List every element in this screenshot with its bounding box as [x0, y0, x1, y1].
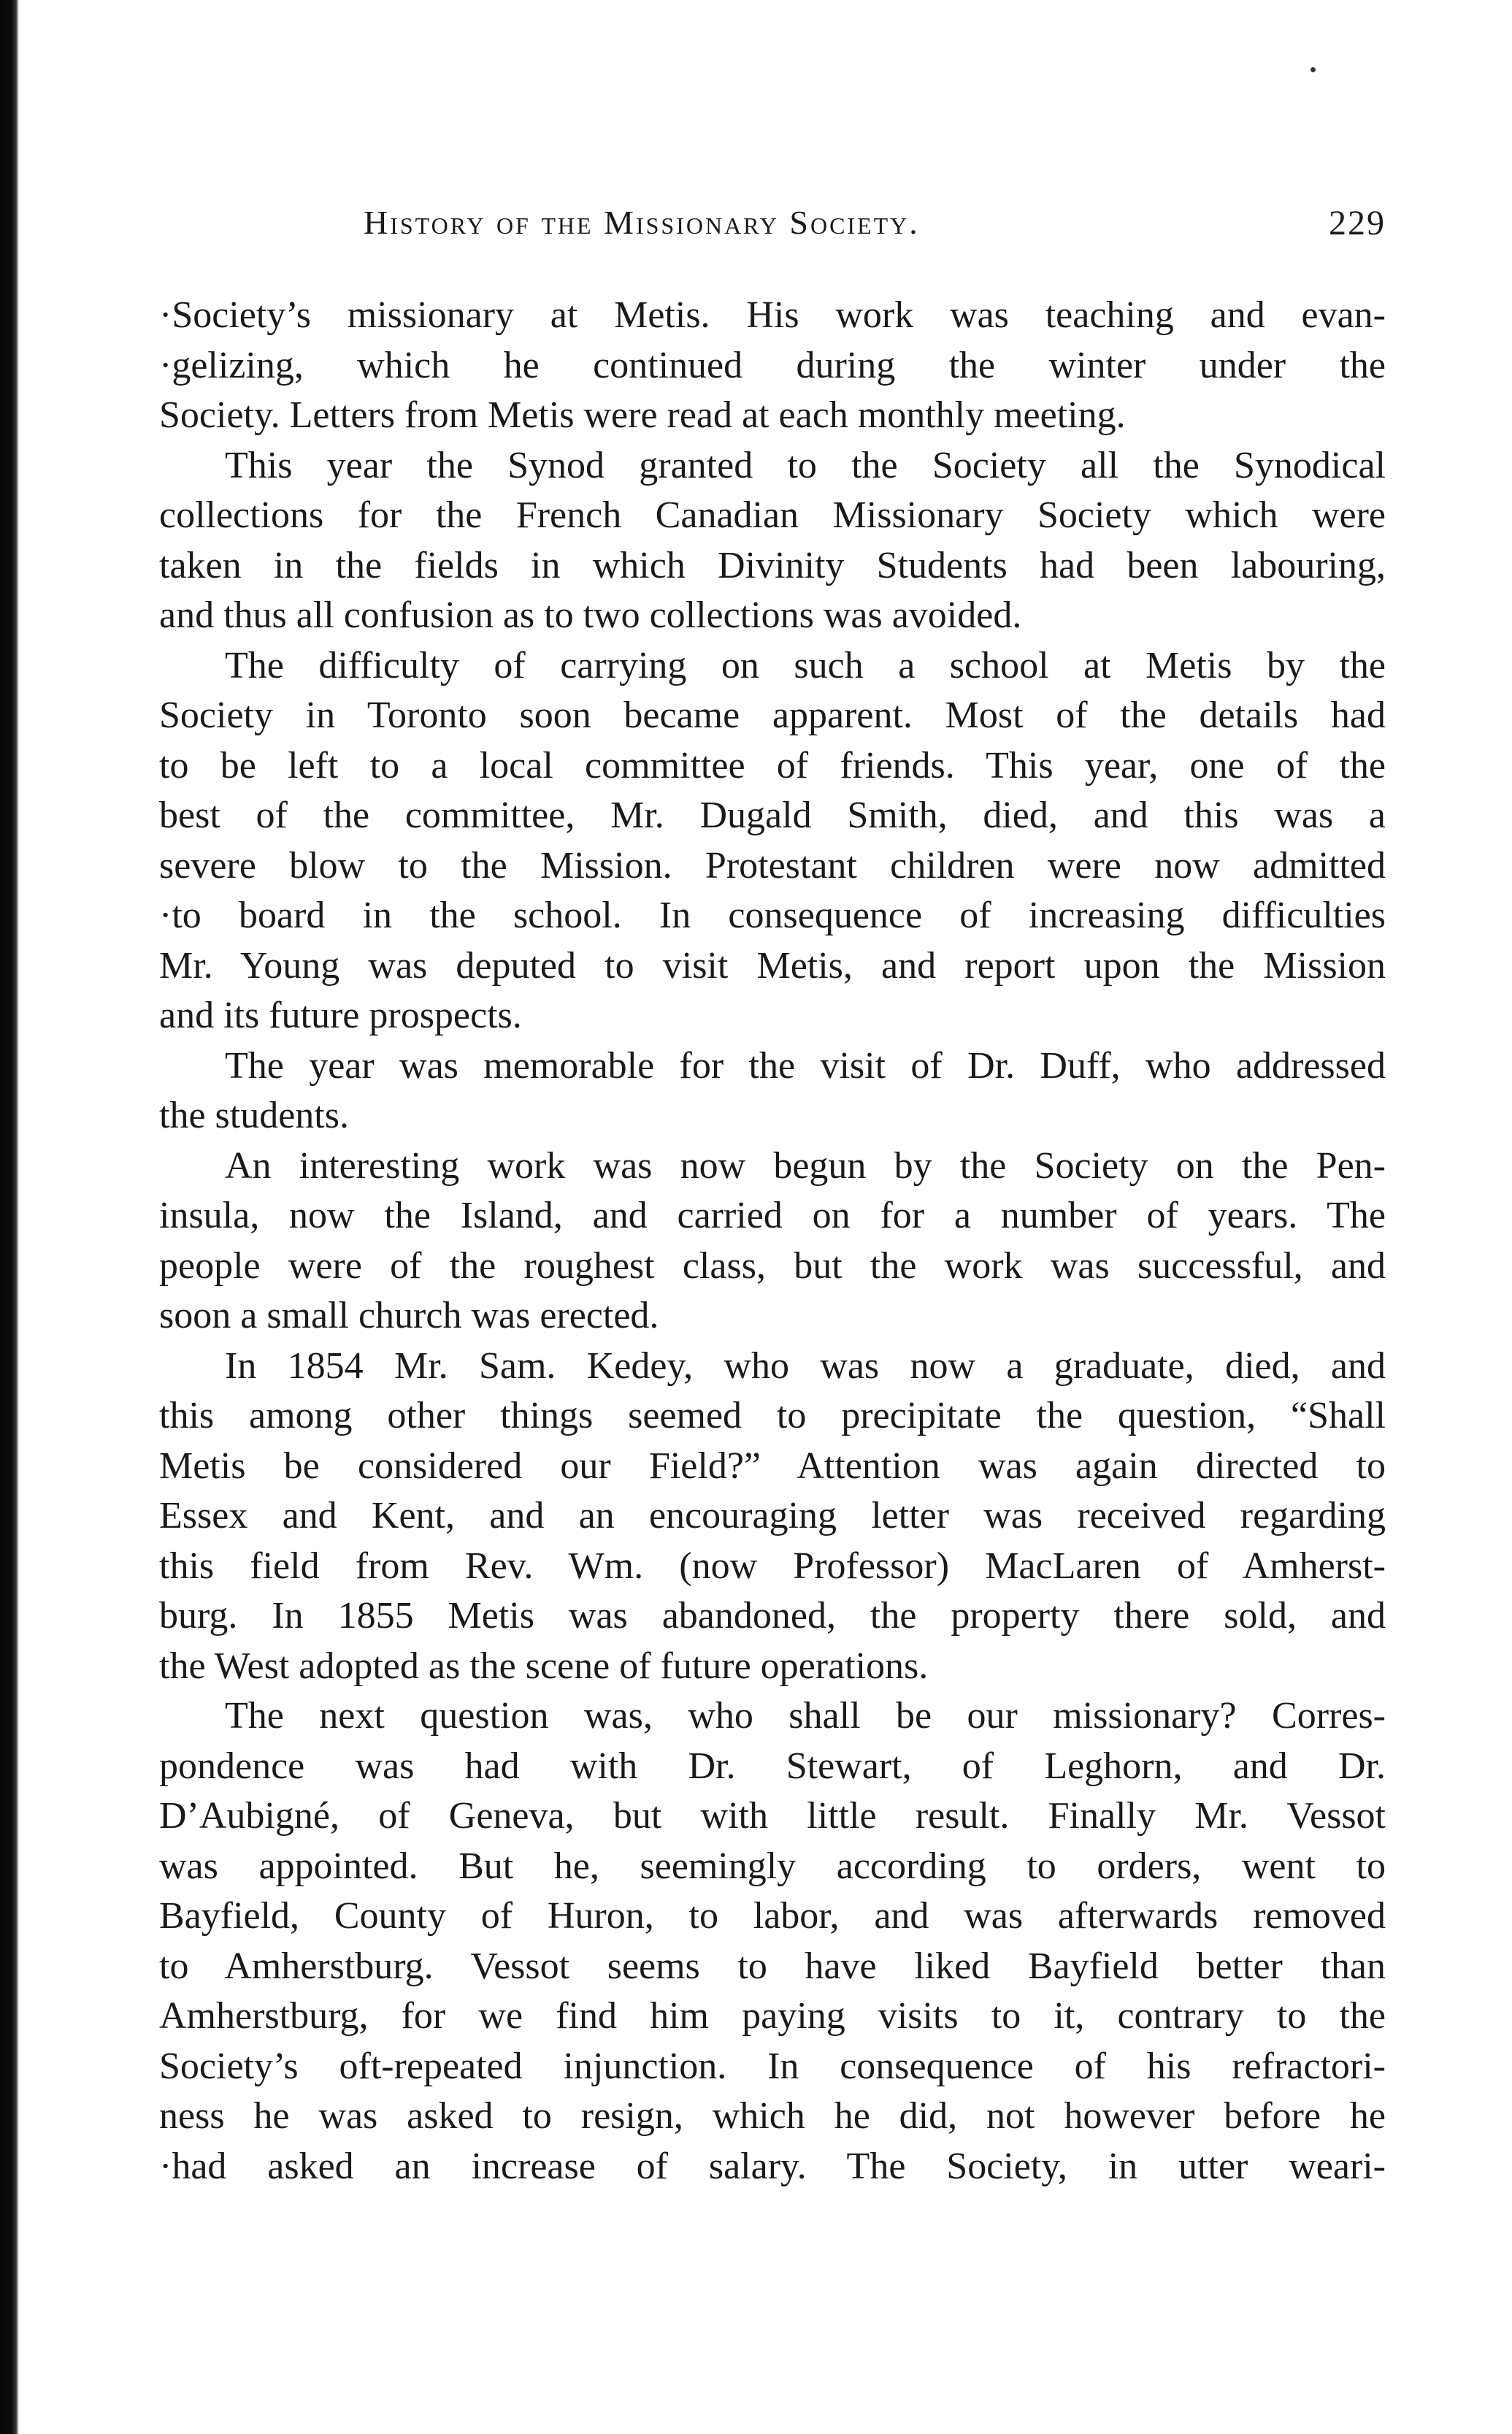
text-line: An interesting work was now begun by the Society on the Pen- [225, 1144, 1386, 1187]
text-line: to Amherstburg. Vessot seems to have liked Bayfield better than [159, 1945, 1386, 1987]
text-line: the students. [159, 1095, 349, 1136]
text-line: was appointed. But he, seemingly according to orders, went to [159, 1845, 1386, 1887]
text-line: ·gelizing, which he continued during the winter under the [159, 344, 1386, 386]
body-text [159, 291, 1386, 2192]
text-line: ·to board in the school. In consequence of increasing difficulties [159, 895, 1386, 936]
running-head [159, 203, 1386, 254]
text-line: burg. In 1855 Metis was abandoned, the property there sold, and [159, 1595, 1386, 1637]
binding-edge [0, 0, 19, 2434]
text-line: taken in the fields in which Divinity Students had been labouring, [159, 544, 1386, 586]
text-line: the West adopted as the scene of future operations. [159, 1645, 929, 1687]
text-line: Society. Letters from Metis were read at each monthly meeting. [159, 394, 1126, 436]
text-line: ·had asked an increase of salary. The Society, in utter weari- [159, 2145, 1386, 2187]
text-line: this field from Rev. Wm. (now Professor) MacLaren of Amherst- [159, 1545, 1386, 1587]
text-line: best of the committee, Mr. Dugald Smith, died, and this was a [159, 795, 1386, 836]
running-title: History of the Missionary Society. [364, 204, 920, 241]
text-line: Essex and Kent, and an encouraging letter was received regarding [159, 1495, 1386, 1536]
text-line: collections for the French Canadian Missionary Society which were [159, 494, 1386, 536]
text-line: Mr. Young was deputed to visit Metis, and report upon the Mission [159, 944, 1386, 987]
text-line: and thus all confusion as to two collections was avoided. [159, 594, 1022, 636]
text-line: Bayfield, County of Huron, to labor, and was afterwards removed [159, 1895, 1386, 1937]
text-line: insula, now the Island, and carried on for a number of years. The [159, 1195, 1386, 1236]
text-line: Society in Toronto soon became apparent. Most of the details had [159, 694, 1386, 736]
text-line: Metis be considered our Field?” Attention was again directed to [159, 1444, 1386, 1487]
text-line: to be left to a local committee of friends. This year, one of the [159, 744, 1386, 787]
text-line: The year was memorable for the visit of Dr. Duff, who addressed [225, 1044, 1386, 1087]
text-line: Amherstburg, for we find him paying visits to it, contrary to the [159, 1995, 1386, 2037]
text-line: D’Aubigné, of Geneva, but with little result. Finally Mr. Vessot [159, 1795, 1386, 1837]
text-line: This year the Synod granted to the Society all the Synodical [225, 444, 1386, 486]
text-line: The next question was, who shall be our missionary? Corres- [225, 1695, 1386, 1737]
text-line: severe blow to the Mission. Protestant children were now admitted [159, 844, 1386, 887]
text-line: In 1854 Mr. Sam. Kedey, who was now a graduate, died, and [225, 1344, 1386, 1387]
text-line: The difficulty of carrying on such a school at Metis by the [225, 644, 1386, 686]
print-speck [1310, 67, 1316, 72]
text-line: pondence was had with Dr. Stewart, of Leghorn, and Dr. [159, 1745, 1386, 1787]
text-line: ness he was asked to resign, which he did, not however before he [159, 2095, 1386, 2137]
text-line: and its future prospects. [159, 995, 522, 1036]
text-line: people were of the roughest class, but the work was successful, and [159, 1244, 1386, 1287]
text-line: Society’s oft-repeated injunction. In consequence of his refractori- [159, 2045, 1386, 2087]
text-line: ·Society’s missionary at Metis. His work was teaching and evan- [159, 294, 1386, 336]
text-line: soon a small church was erected. [159, 1295, 659, 1336]
text-line: this among other things seemed to precipitate the question, “Shall [159, 1395, 1386, 1436]
page-number: 229 [1329, 204, 1386, 242]
